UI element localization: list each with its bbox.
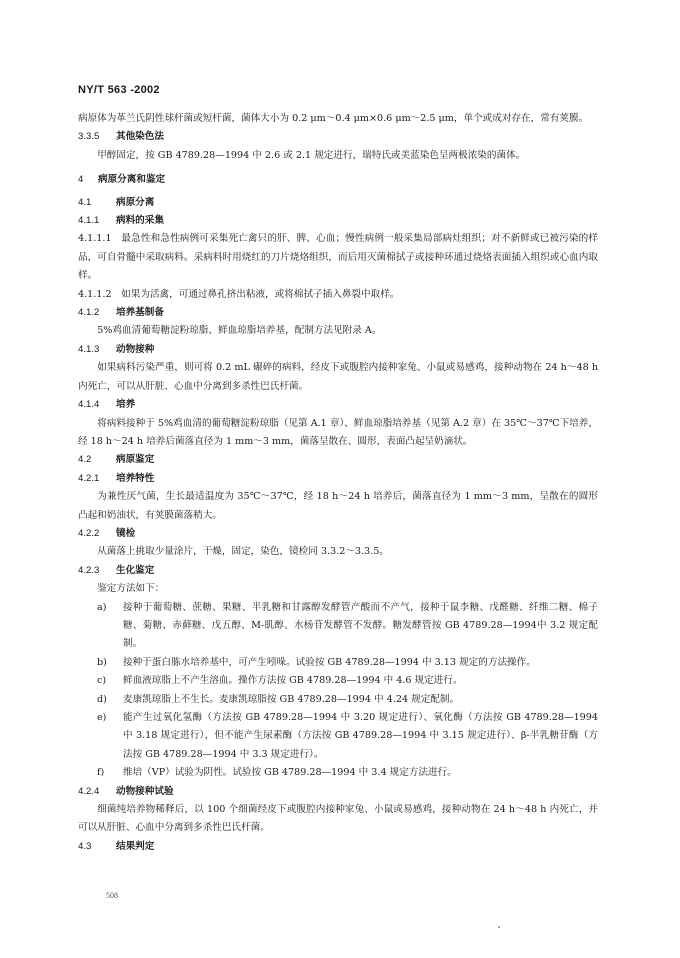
section-3-3-5-heading: 3.3.5 其他染色法 [78,131,164,143]
section-3-3-5-text: 甲醇固定，按 GB 4789.28—1994 中 2.6 或 2.1 规定进行，瑞特氏或美蓝染色呈两极浓染的菌体。 [97,149,526,161]
section-4-1-1-heading: 4.1.1 病料的采集 [78,215,164,227]
section-4-3-heading: 4.3 结果判定 [78,840,155,852]
document-header: NY/T 563 -2002 [78,84,160,96]
section-4-2-3-intro: 鉴定方法如下： [97,583,165,595]
scan-speck [498,926,500,928]
section-4-2-2-text: 从菌落上挑取少量涂片，干燥，固定，染色，镜检同 3.3.2～3.3.5。 [97,546,389,558]
intro-paragraph: 病原体为革兰氏阴性球杆菌或短杆菌，菌体大小为 0.2 μm～0.4 μm×0.6 μm～2.5 μm，单个或成对存在，常有荚膜。 [78,113,589,124]
section-4-1-1-1-text: 4.1.1.1 最急性和急性病例可采集死亡禽只的肝、脾、心血；慢性病例一般采集局部病灶组织；对不新鲜或已被污染的样品，可自骨髓中采取病料。采病料时用烧红的刀片烧烙组织，而后用灭菌棉拭子或接种环通过烧烙表面插入组织或心血内取样。 [78,233,598,282]
section-4-2-4-heading: 4.2.4 动物接种试验 [78,785,174,797]
list-item: d) 麦康凯琼脂上不生长。麦康凯琼脂按 GB 4789.28—1994 中 4.24 规定配制。 [97,693,460,705]
section-4-1-2-text: 5%鸡血清葡萄糖淀粉琼脂、鲜血琼脂培养基，配制方法见附录 A。 [97,325,382,337]
section-4-1-4-text: 将病料接种于 5%鸡血清的葡萄糖淀粉琼脂（见第 A.1 章）、鲜血琼脂培养基（见第 A.2 章）在 35℃～37℃下培养，经 18 h～24 h 培养后菌落直径为 1 mm～3 mm，菌落呈散在、圆形，表面凸起呈奶滴状。 [78,417,598,447]
list-item: a) 接种于葡萄糖、蔗糖、果糖、半乳糖和甘露醇发酵管产酸而不产气，接种于鼠李糖、戊醛糖、纤维二糖、棉子糖、菊糖、赤藓糖、戊五醇、M-肌醇、水杨苷发酵管不发酵。糖发酵管按 GB 4789.28—1994中 3.2 规定配制。 [97,601,598,650]
list-item: e) 能产生过氧化氢酶（方法按 GB 4789.28—1994 中 3.20 规定进行）、氧化酶（方法按 GB 4789.28—1994 中 3.18 规定进行），但不能产生尿素酶（方法按 GB 4789.28—1994 中 3.15 规定进行）、β-半乳糖苷酶（方法按 GB 4789.28—1994 中 3.3 规定进行）。 [97,712,598,760]
section-4-2-1-text: 为兼性厌气菌，生长最适温度为 35℃～37℃，经 18 h～24 h 培养后，菌落直径为 1 mm～3 mm，呈散在的圆形凸起和奶油状，有荚膜菌落稍大。 [78,491,598,521]
section-4-1-4-heading: 4.1.4 培养 [78,399,136,411]
section-4-2-4-text: 细菌纯培养物稀释后，以 100 个细菌经皮下或腹腔内接种家兔、小鼠或易感鸡，接种动物在 24 h～48 h 内死亡，并可以从肝脏、心血中分离到多杀性巴氏杆菌。 [78,804,598,834]
page-number: 508 [106,891,118,900]
list-item: c) 鲜血液琼脂上不产生溶血。操作方法按 GB 4789.28—1994 中 4.6 规定进行。 [97,675,463,687]
section-4-2-2-heading: 4.2.2 镜检 [78,527,136,539]
section-4-1-3-text: 如果病料污染严重，则可将 0.2 mL 碾碎的病料，经皮下或腹腔内接种家兔、小鼠或易感鸡，接种动物在 24 h～48 h 内死亡，可以从肝脏、心血中分离到多杀性巴氏杆菌。 [78,362,598,392]
section-4-2-heading: 4.2 病原鉴定 [78,454,155,466]
section-4-1-heading: 4.1 病原分离 [78,196,155,208]
section-4-2-3-heading: 4.2.3 生化鉴定 [78,564,155,576]
list-item: f) 维培（VP）试验为阴性。试验按 GB 4789.28—1994 中 3.4 规定方法进行。 [97,767,457,779]
list-item: b) 接种于蛋白胨水培养基中，可产生吲哚。试验按 GB 4789.28—1994 中 3.13 规定的方法操作。 [97,656,536,668]
section-4-1-2-heading: 4.1.2 培养基制备 [78,307,164,319]
section-4-2-1-heading: 4.2.1 培养特性 [78,472,155,484]
section-4-1-3-heading: 4.1.3 动物接种 [78,343,155,355]
section-4-1-1-2-text: 4.1.1.2 如果为活禽，可通过鼻孔挤出粘液，或将棉拭子插入鼻裂中取样。 [78,288,400,300]
section-4-heading: 4 病原分离和鉴定 [78,174,166,186]
document-body [78,110,598,856]
